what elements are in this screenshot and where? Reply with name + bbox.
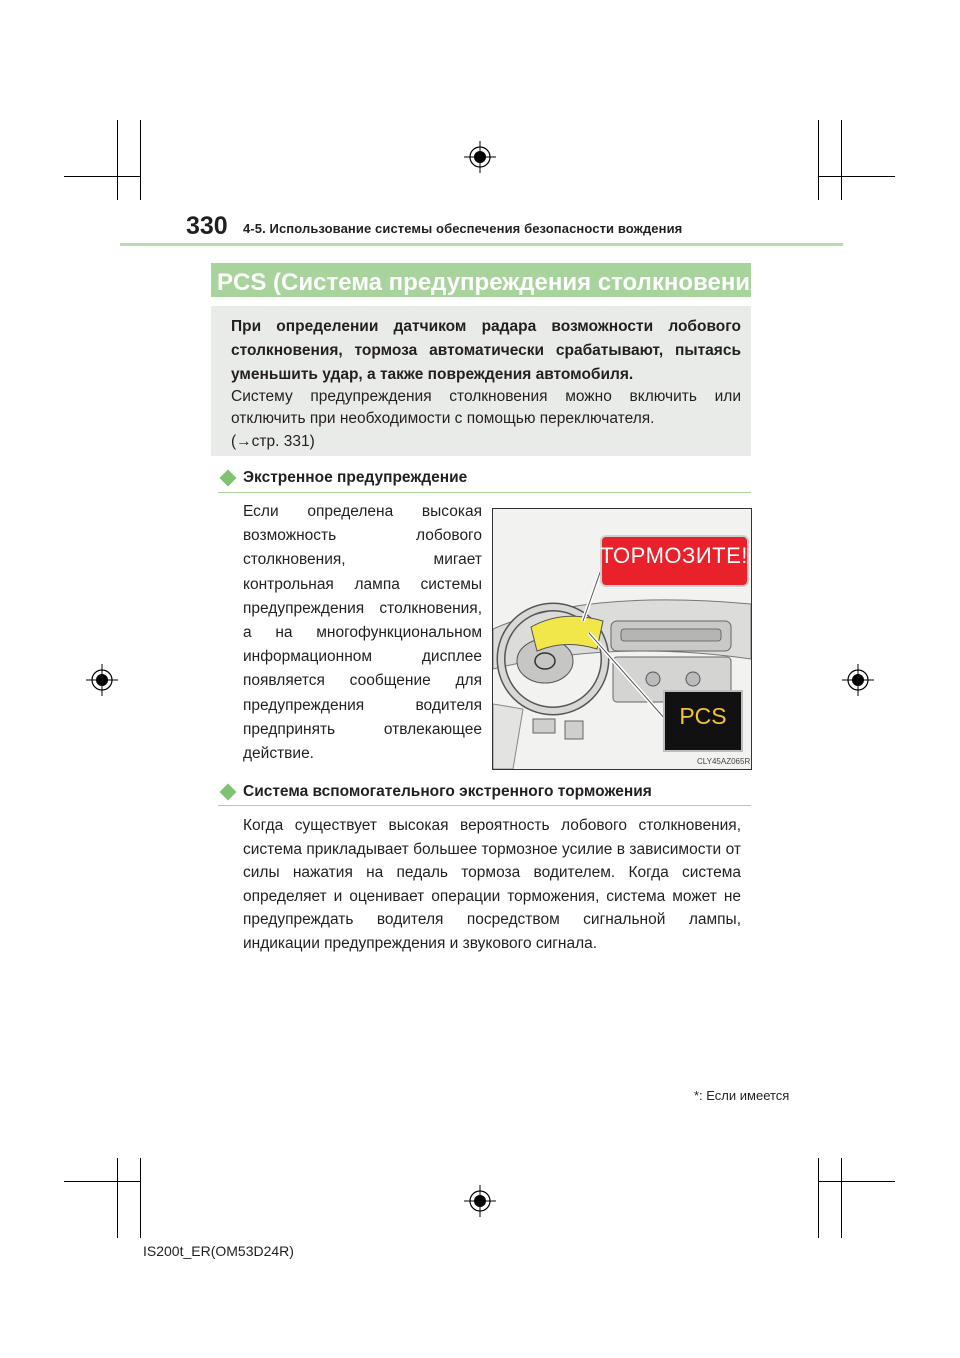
subheading-brake-assist: Система вспомогательного экстренного торможения bbox=[243, 783, 652, 800]
page-title bbox=[217, 264, 777, 297]
crop-mark bbox=[818, 1158, 819, 1238]
crop-mark bbox=[841, 120, 842, 200]
brake-assist-text: Когда существует высокая вероятность лобового столкновения, система прикладывает большее тормозное усилие в зависимости от силы нажатия на педаль тормоза водителем. Когда система определяет и оценивает операции торможения, система может не предупреждать водителя посредством сигнальной лампы, индикации предупреждения и звукового сигнала. bbox=[243, 817, 741, 952]
header-rule bbox=[120, 243, 843, 246]
crop-mark bbox=[64, 1181, 141, 1182]
image-code: CLY45AZ065R bbox=[697, 757, 751, 766]
intro-summary: При определении датчиком радара возможности лобового столкновения, тормоза автоматически срабатывают, пытаясь уменьшить удар, а также повреждения автомобиля. bbox=[231, 318, 741, 383]
registration-mark-icon bbox=[464, 1185, 496, 1217]
crop-mark bbox=[117, 1158, 118, 1238]
footnote-star: * bbox=[772, 264, 778, 279]
document-id: IS200t_ER(OM53D24R) bbox=[143, 1243, 294, 1259]
subheading-emergency-warning: Экстренное предупреждение bbox=[243, 469, 468, 486]
crop-mark bbox=[140, 120, 141, 200]
registration-mark-icon bbox=[842, 664, 874, 696]
emergency-warning-text: Если определена высокая возможность лобового столкновения, мигает контрольная лампа системы предупреждения столкновения, а на многофункциональном информационном дисплее появляется сообщение для предупреждения водителя предпринять отвлекающее действие. bbox=[243, 503, 482, 763]
subheading-rule bbox=[218, 492, 751, 493]
intro-description: Систему предупреждения столкновения можно включить или отключить при необходимости с помощью переключателя. bbox=[231, 388, 741, 427]
footnote: *: Если имеется bbox=[694, 1088, 790, 1103]
brake-warning-label: ТОРМОЗИТЕ! bbox=[600, 543, 748, 568]
diamond-bullet-icon bbox=[220, 470, 237, 487]
crop-mark bbox=[818, 176, 895, 177]
crop-mark bbox=[841, 1158, 842, 1238]
section-title: 4-5. Использование системы обеспечения безопасности вождения bbox=[243, 221, 683, 236]
crop-mark bbox=[64, 176, 141, 177]
crop-mark bbox=[818, 120, 819, 200]
registration-mark-icon bbox=[464, 141, 496, 173]
page-title-text: PCS (Система предупреждения столкновения) bbox=[217, 269, 773, 296]
page-number: 330 bbox=[186, 212, 228, 240]
pcs-indicator-label: PCS bbox=[679, 703, 727, 729]
diamond-bullet-icon bbox=[220, 784, 237, 801]
crop-mark bbox=[117, 120, 118, 200]
registration-mark-icon bbox=[86, 664, 118, 696]
crop-mark bbox=[818, 1181, 895, 1182]
subheading-rule bbox=[218, 805, 751, 806]
crop-mark bbox=[140, 1158, 141, 1238]
page-reference: (→стр. 331) bbox=[231, 433, 315, 450]
